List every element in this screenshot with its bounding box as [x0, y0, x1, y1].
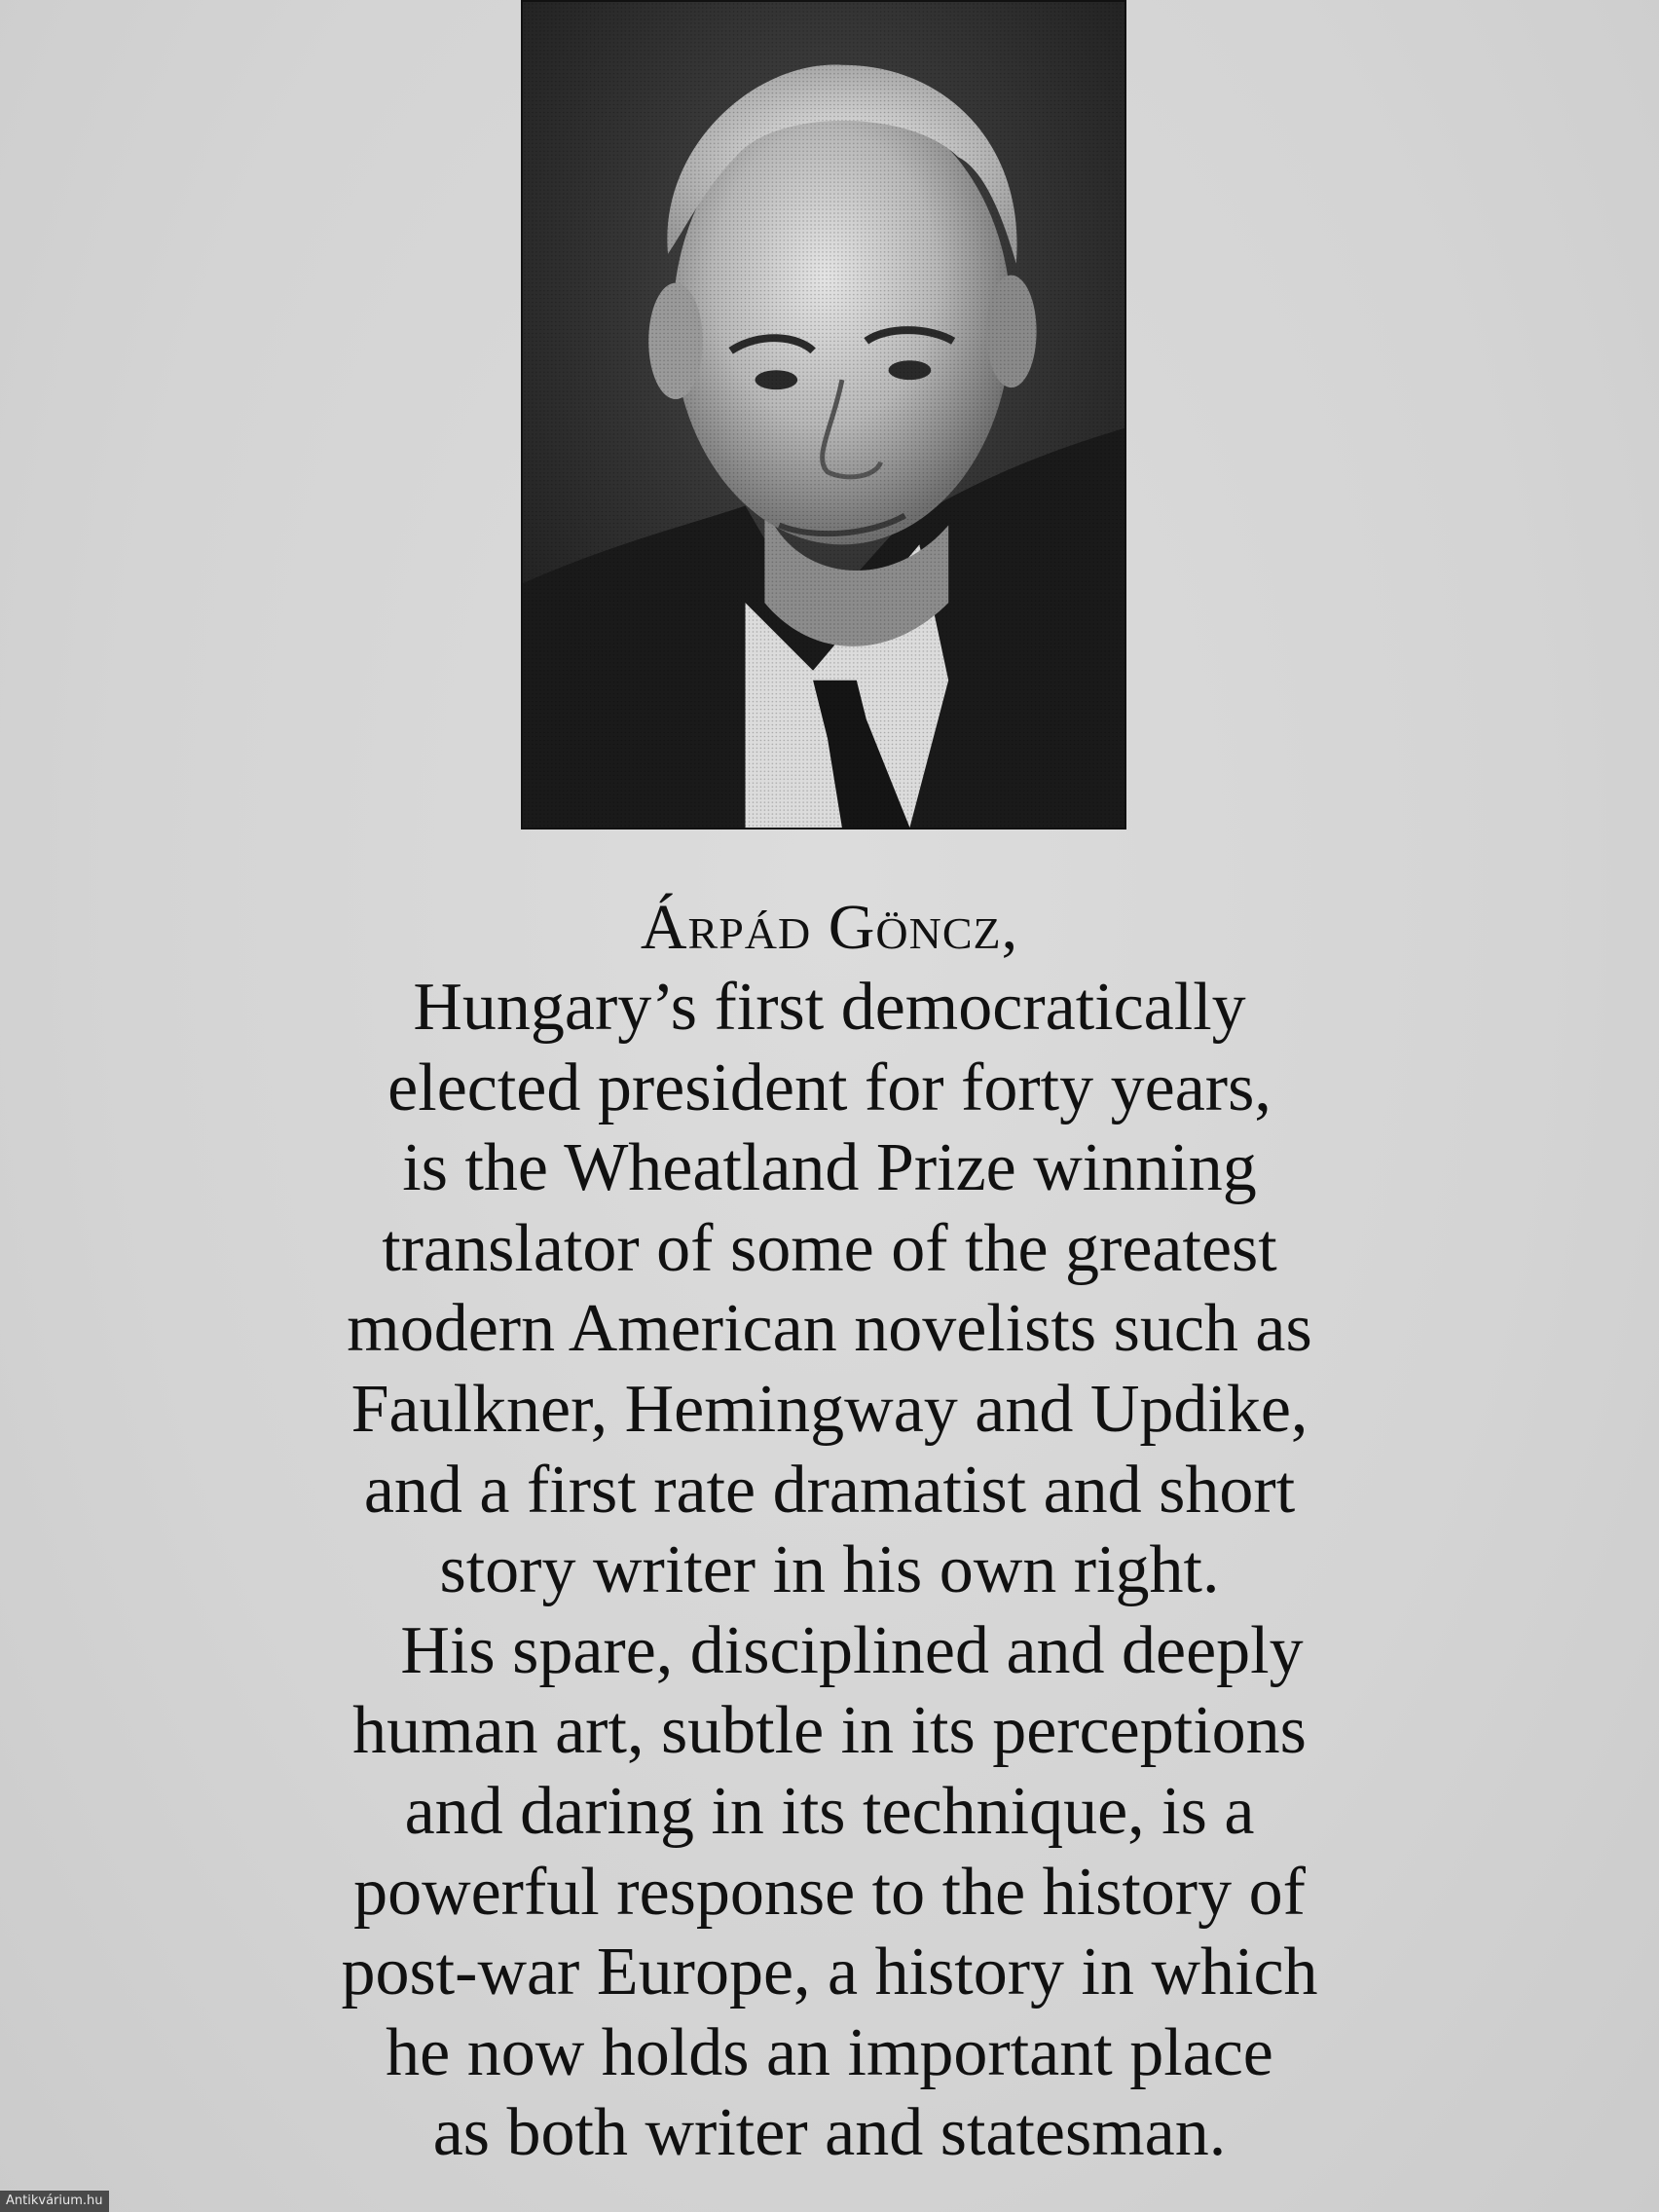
bio-line: story writer in his own right.: [439, 1532, 1220, 1608]
bio-line: human art, subtle in its perceptions: [352, 1693, 1307, 1769]
bio-line: elected president for forty years,: [387, 1050, 1272, 1125]
author-portrait-photo: [521, 0, 1126, 830]
author-bio: [175, 888, 1484, 2174]
bio-line: translator of some of the greatest: [382, 1210, 1277, 1286]
bio-line: His spare, disciplined and deeply: [400, 1612, 1304, 1688]
watermark: Antikvárium.hu: [0, 2191, 109, 2212]
bio-line: post-war Europe, a history in which: [341, 1935, 1318, 2010]
bio-line: Faulkner, Hemingway and Updike,: [350, 1371, 1309, 1447]
bio-line: powerful response to the history of: [353, 1854, 1306, 1930]
bio-line: and a first rate dramatist and short: [363, 1452, 1296, 1528]
bio-line: modern American novelists such as: [347, 1291, 1312, 1367]
bio-line: as both writer and statesman.: [432, 2095, 1227, 2171]
bio-line: is the Wheatland Prize winning: [402, 1130, 1257, 1206]
portrait-photo: [523, 2, 1124, 828]
bio-line: he now holds an important place: [386, 2014, 1273, 2090]
bio-line: and daring in its technique, is a: [404, 1773, 1255, 1849]
bio-line: Hungary’s first democratically: [413, 970, 1246, 1045]
author-name: Árpád Göncz,: [640, 892, 1019, 963]
